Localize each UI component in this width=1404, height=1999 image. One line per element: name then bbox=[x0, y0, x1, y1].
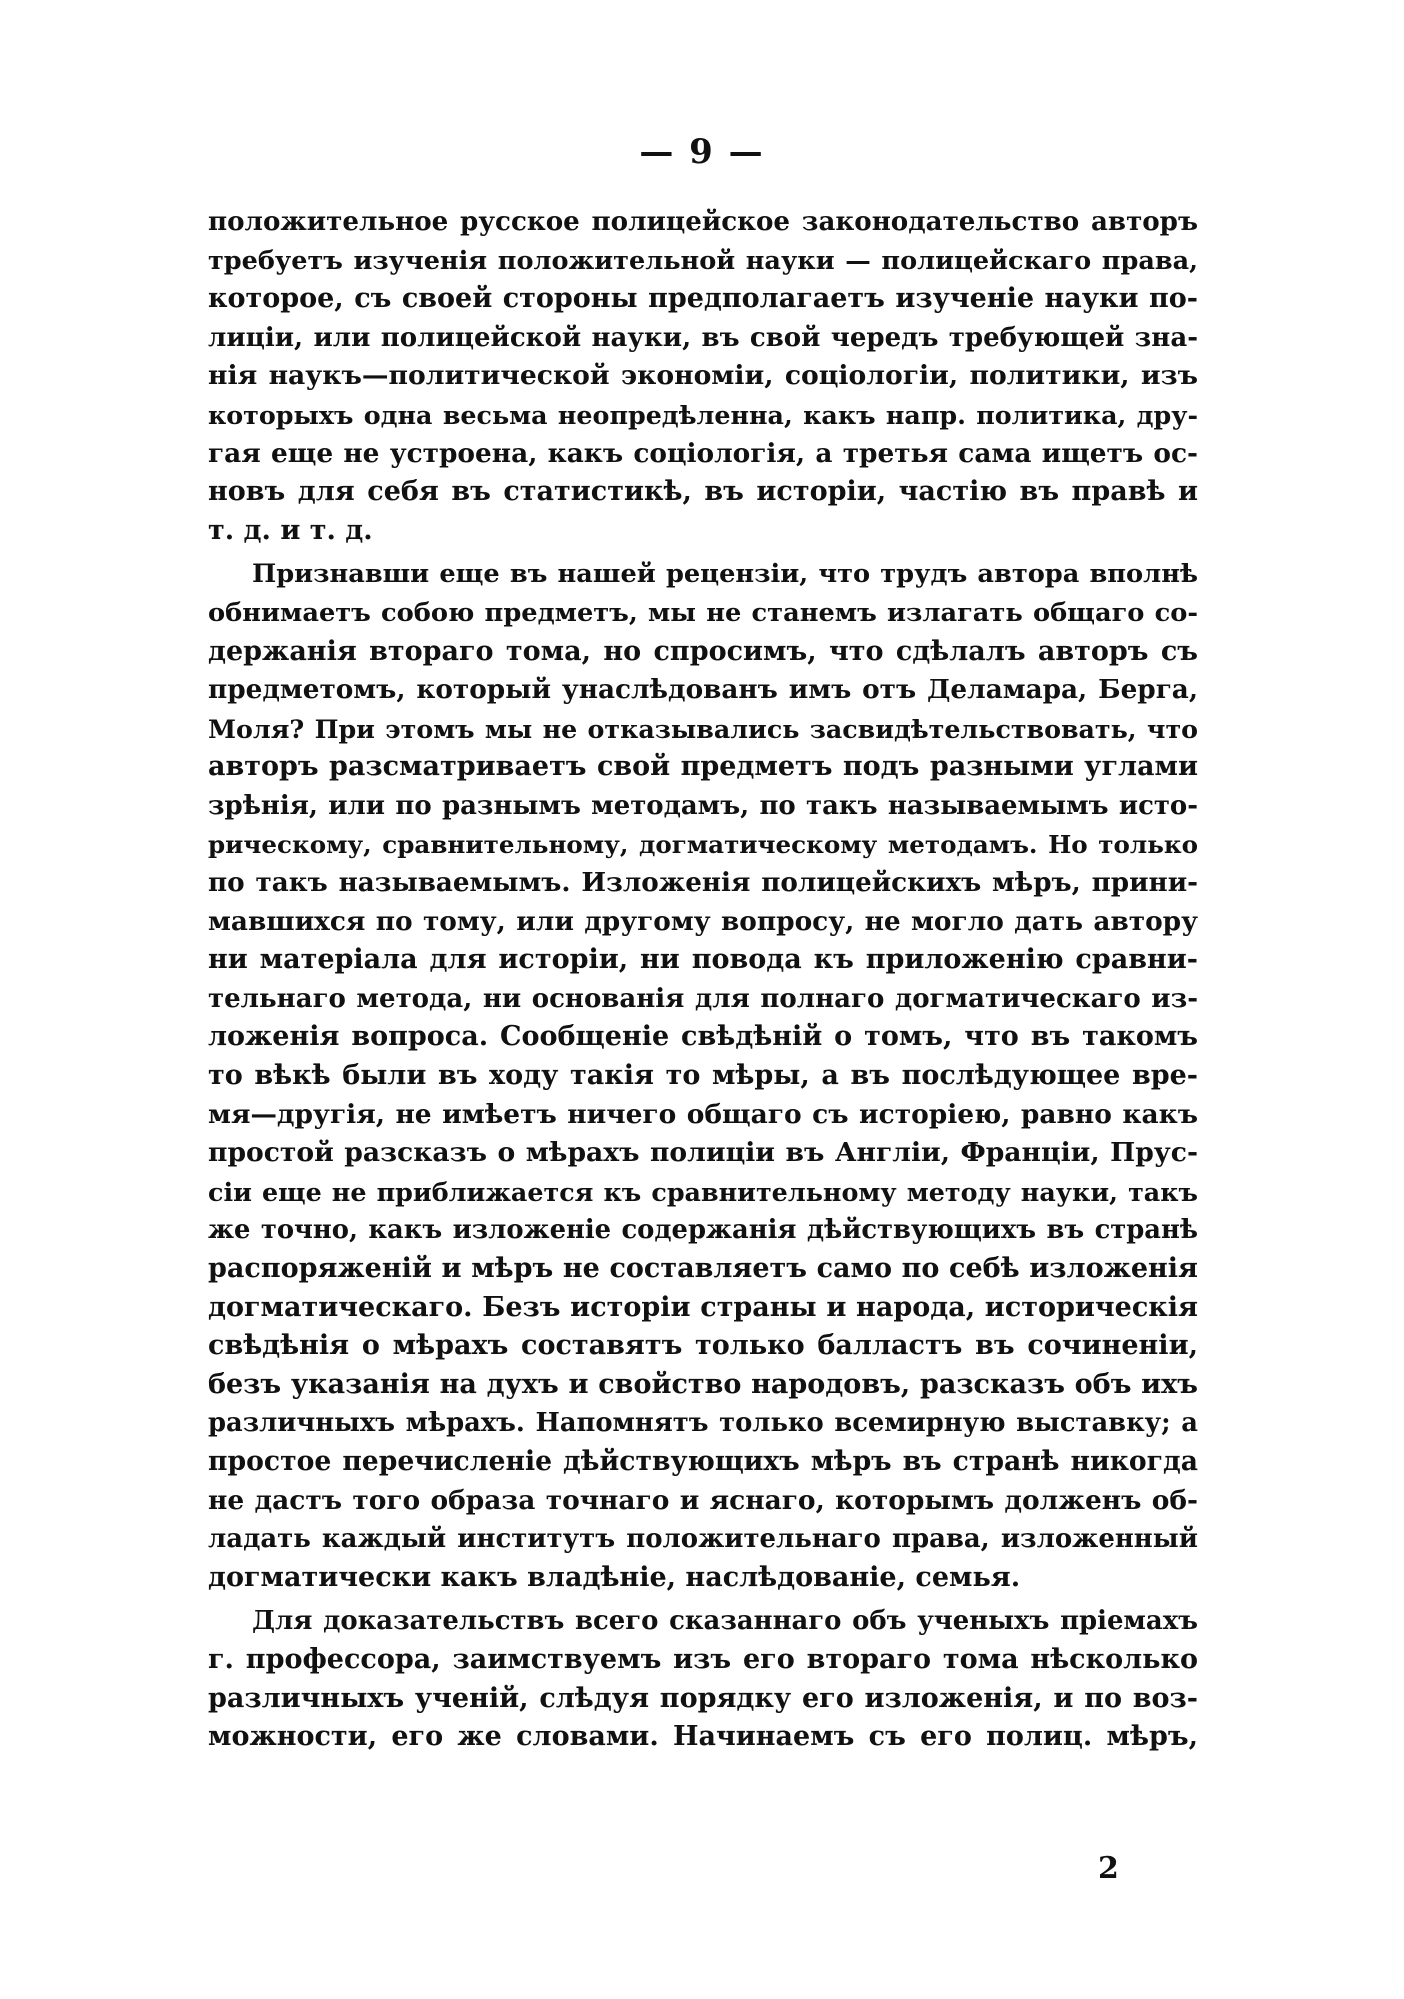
text-line: различныхъ мѣрахъ. Напомнятъ только всемирную выставку; а bbox=[208, 1408, 1198, 1439]
text-line: рическому, сравнительному, догматическому методамъ. Но только bbox=[208, 829, 1198, 859]
text-line: не дастъ того образа точнаго и яснаго, которымъ долженъ об- bbox=[208, 1484, 1198, 1516]
text-line: которое, съ своей стороны предполагаетъ изученіе науки по- bbox=[208, 283, 1198, 315]
text-line: Признавши еще въ нашей рецензіи, что трудъ автора вполнѣ bbox=[252, 559, 1198, 590]
text-line: догматическаго. Безъ исторіи страны и народа, историческія bbox=[208, 1291, 1198, 1323]
text-line: нія наукъ—политической экономіи, соціологіи, политики, изъ bbox=[208, 360, 1198, 392]
text-line: догматически какъ владѣніе, наслѣдованіе, семья. bbox=[208, 1561, 1021, 1593]
text-line: гая еще не устроена, какъ соціологія, а третья сама ищетъ ос- bbox=[208, 437, 1198, 469]
text-line: предметомъ, который унаслѣдованъ имъ отъ Деламара, Берга, bbox=[208, 674, 1198, 706]
text-line: ложенія вопроса. Сообщеніе свѣдѣній о томъ, что въ такомъ bbox=[208, 1021, 1198, 1053]
paragraph-1 bbox=[208, 203, 1198, 550]
text-line: различныхъ ученій, слѣдуя порядку его изложенія, и по воз- bbox=[208, 1682, 1198, 1714]
paragraph-3 bbox=[208, 1602, 1198, 1756]
text-line: Для доказательствъ всего сказаннаго объ ученыхъ пріемахъ bbox=[252, 1606, 1198, 1637]
text-line: простой разсказъ о мѣрахъ полиціи въ Англіи, Франціи, Прус- bbox=[208, 1137, 1198, 1169]
text-line: ладать каждый институтъ положительнаго права, изложенный bbox=[208, 1524, 1198, 1555]
text-line: держанія втораго тома, но спросимъ, что сдѣлалъ авторъ съ bbox=[208, 635, 1198, 667]
text-line: Моля? При этомъ мы не отказывались засвидѣтельствовать, что bbox=[208, 713, 1198, 744]
text-line: свѣдѣнія о мѣрахъ составятъ только балластъ въ сочиненіи, bbox=[208, 1330, 1198, 1362]
text-line: которыхъ одна весьма неопредѣленна, какъ напр. политика, дру- bbox=[208, 399, 1198, 430]
text-line: авторъ разсматриваетъ свой предметъ подъ разными углами bbox=[208, 751, 1198, 783]
text-line: то вѣкѣ были въ ходу такія то мѣры, а въ послѣдующее вре- bbox=[208, 1060, 1198, 1092]
text-line: лиціи, или полицейской науки, въ свой чередъ требующей зна- bbox=[208, 322, 1198, 353]
text-line: простое перечисленіе дѣйствующихъ мѣръ въ странѣ никогда bbox=[208, 1446, 1198, 1477]
text-line: мя—другія, не имѣетъ ничего общаго съ исторіею, равно какъ bbox=[208, 1098, 1198, 1130]
text-line: обнимаетъ собою предметъ, мы не станемъ излагать общаго со- bbox=[208, 597, 1198, 628]
text-line: требуетъ изученія положительной науки — полицейскаго права, bbox=[208, 245, 1198, 276]
text-line: зрѣнія, или по разнымъ методамъ, по такъ называемымъ исто- bbox=[208, 790, 1198, 821]
paragraph-2 bbox=[208, 555, 1198, 1597]
text-line: новъ для себя въ статистикѣ, въ исторіи, частію въ правѣ и bbox=[208, 476, 1198, 508]
text-line: безъ указанія на духъ и свойство народовъ, разсказъ объ ихъ bbox=[208, 1368, 1198, 1400]
text-line: сіи еще не приближается къ сравнительному методу науки, такъ bbox=[208, 1176, 1198, 1207]
signature-mark: 2 bbox=[1098, 1851, 1119, 1886]
text-line: мавшихся по тому, или другому вопросу, не могло дать автору bbox=[208, 905, 1198, 937]
text-line: положительное русское полицейское законодательство авторъ bbox=[208, 206, 1198, 237]
text-line: г. профессора, заимствуемъ изъ его втораго тома нѣсколько bbox=[208, 1643, 1198, 1675]
text-line: по такъ называемымъ. Изложенія полицейскихъ мѣръ, прини- bbox=[208, 867, 1198, 899]
page-number: — 9 — bbox=[639, 132, 765, 172]
text-line: же точно, какъ изложеніе содержанія дѣйствующихъ въ странѣ bbox=[208, 1215, 1198, 1246]
text-line: т. д. и т. д. bbox=[208, 514, 373, 546]
text-line: можности, его же словами. Начинаемъ съ его полиц. мѣръ, bbox=[208, 1721, 1198, 1753]
text-line: распоряженій и мѣръ не составляетъ само по себѣ изложенія bbox=[208, 1253, 1198, 1285]
text-line: тельнаго метода, ни основанія для полнаго догматическаго из- bbox=[208, 983, 1198, 1014]
text-line: ни матеріала для исторіи, ни повода къ приложенію сравни- bbox=[208, 944, 1198, 976]
body-text bbox=[208, 203, 1198, 1757]
